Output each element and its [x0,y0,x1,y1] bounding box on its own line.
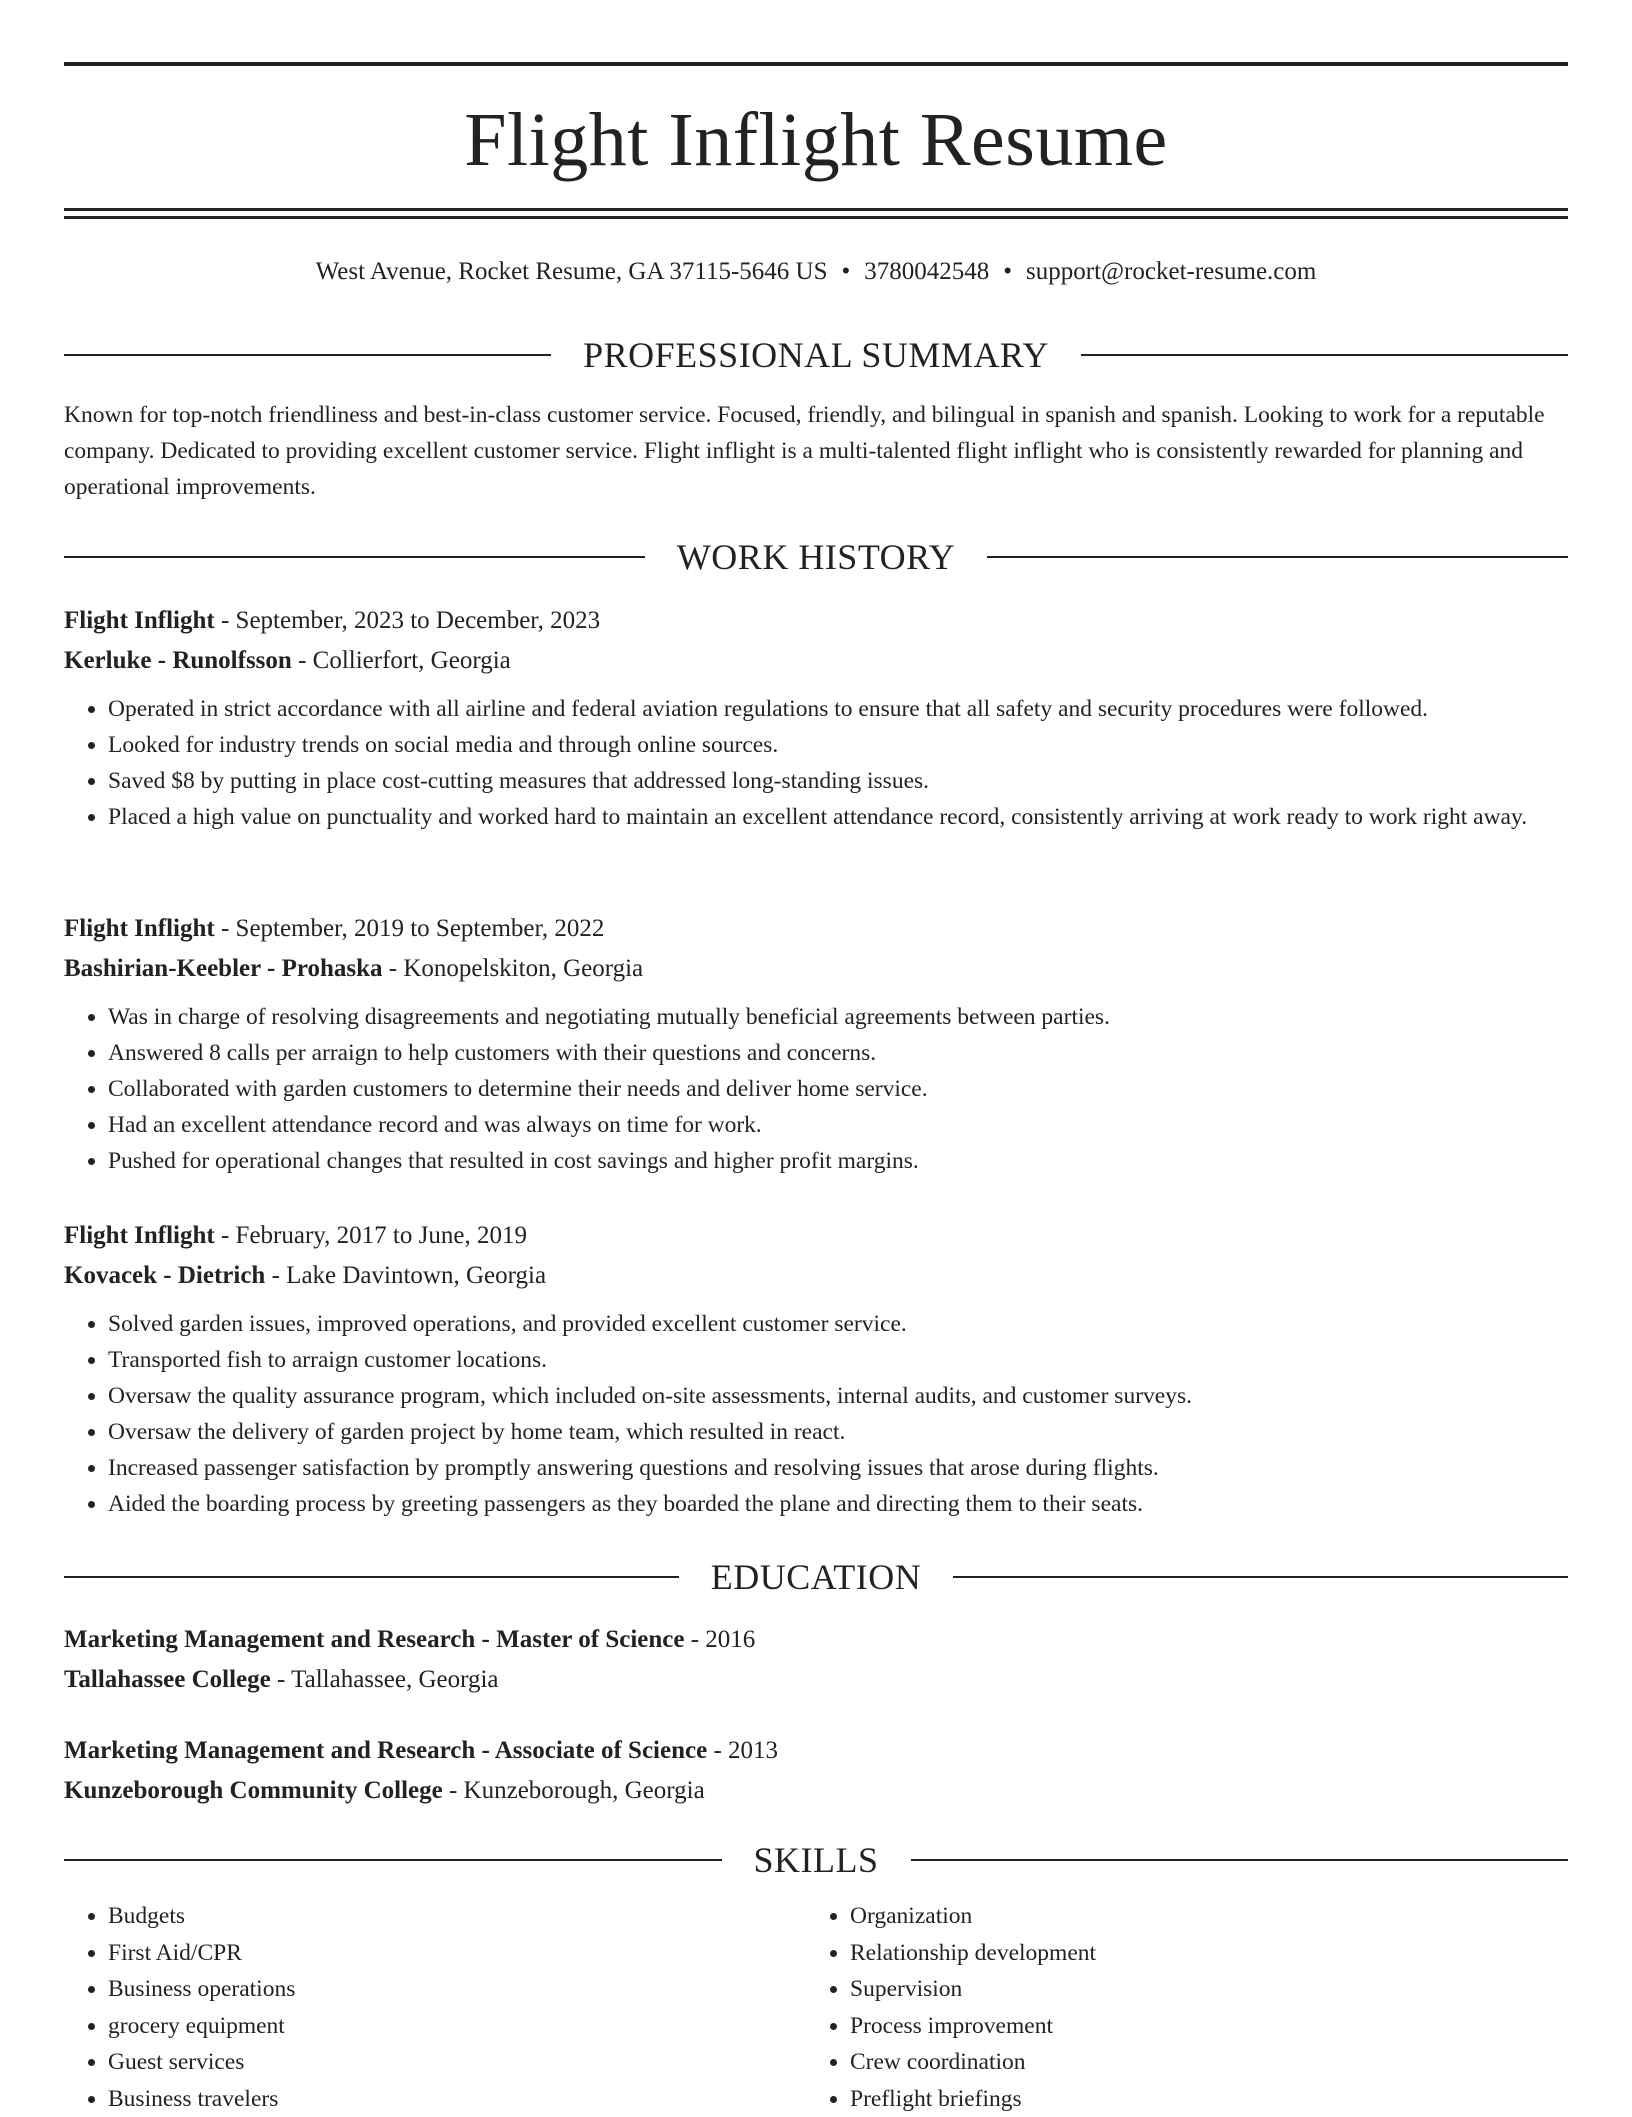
job-location: - Collierfort, Georgia [292,647,511,674]
list-item: • Relationship development [850,1935,1548,1972]
list-item: • Business operations [108,1971,806,2008]
list-item: • First Aid/CPR [108,1935,806,1972]
separator-dot: • [1003,258,1012,285]
school: Kunzeborough Community College [64,1777,443,1804]
list-item: • Pushed for operational changes that resulted in cost savings and higher profit margins. [108,1143,1568,1179]
job-title-line [64,1216,1568,1256]
list-item: • Process improvement [850,2008,1548,2045]
job-title: Flight Inflight [64,915,215,942]
job-entry [64,909,1568,1179]
list-item: • Oversaw the quality assurance program, which included on-site assessments, internal audits, and customer surveys. [108,1378,1568,1414]
list-item: • Solved garden issues, improved operations, and provided excellent customer service. [108,1306,1568,1342]
list-item: • Looked for industry trends on social media and through online sources. [108,727,1568,763]
school-line [64,1660,1568,1700]
school-location: - Kunzeborough, Georgia [443,1777,705,1804]
job-company: Kerluke - Runolfsson [64,647,292,674]
skills-columns [64,1898,1568,2117]
email-text: support@rocket-resume.com [1026,258,1316,285]
title-double-rule [64,208,1568,219]
list-item: • Crew coordination [850,2044,1548,2081]
section-header-education [64,1552,1568,1602]
list-item: • Was in charge of resolving disagreements and negotiating mutually beneficial agreements between parties. [108,999,1568,1035]
list-item: • Organization [850,1898,1548,1935]
list-item: • Increased passenger satisfaction by promptly answering questions and resolving issues that arose during flights. [108,1450,1568,1486]
job-location: - Lake Davintown, Georgia [265,1262,546,1289]
list-item: • Saved $8 by putting in place cost-cutting measures that addressed long-standing issues. [108,763,1568,799]
section-title: PROFESSIONAL SUMMARY [551,334,1081,376]
school: Tallahassee College [64,1666,271,1693]
skills-list-right [806,1898,1548,2117]
degree-line [64,1731,1568,1771]
section-rule [911,1859,1569,1861]
section-title: SKILLS [722,1839,911,1881]
degree-year: - 2016 [684,1626,755,1653]
degree: Marketing Management and Research - Associate of Science [64,1737,707,1764]
section-title: EDUCATION [679,1556,953,1598]
section-rule [64,354,551,356]
contact-line [64,252,1568,292]
list-item: • Guest services [108,2044,806,2081]
job-bullets [64,1306,1568,1522]
job-bullets [64,999,1568,1179]
job-bullets [64,691,1568,835]
separator-dot: • [842,258,851,285]
section-rule [64,556,645,558]
section-rule [64,1576,679,1578]
list-item: • grocery equipment [108,2008,806,2045]
list-item: • Aided the boarding process by greeting passengers as they boarded the plane and directing them to their seats. [108,1486,1568,1522]
list-item: • Transported fish to arraign customer locations. [108,1342,1568,1378]
list-item: • Supervision [850,1971,1548,2008]
education-entry [64,1731,1568,1811]
list-item: • Operated in strict accordance with all airline and federal aviation regulations to ensure that all safety and security procedures were followed. [108,691,1568,727]
list-item: • Oversaw the delivery of garden project by home team, which resulted in react. [108,1414,1568,1450]
job-title: Flight Inflight [64,1222,215,1249]
job-location: - Konopelskiton, Georgia [383,955,644,982]
list-item: • Collaborated with garden customers to determine their needs and deliver home service. [108,1071,1568,1107]
section-rule [64,1859,722,1861]
job-company-line [64,641,1568,681]
job-company-line [64,1256,1568,1296]
phone-text: 3780042548 [864,258,989,285]
job-dates: - February, 2017 to June, 2019 [215,1222,527,1249]
section-rule [953,1576,1568,1578]
degree-line [64,1620,1568,1660]
job-dates: - September, 2023 to December, 2023 [215,607,600,634]
degree: Marketing Management and Research - Master of Science [64,1626,684,1653]
summary-text: Known for top-notch friendliness and best-in-class customer service. Focused, friendly, and bilingual in spanish and spanish. Looking to work for a reputable company. Dedicated to providing excellent customer service. Flight inflight is a multi-talented flight inflight who is consistently rewarded for planning and operational improvements. [64,397,1568,505]
list-item: • Business travelers [108,2081,806,2117]
job-title: Flight Inflight [64,607,215,634]
list-item: • Answered 8 calls per arraign to help customers with their questions and concerns. [108,1035,1568,1071]
address-text: West Avenue, Rocket Resume, GA 37115-5646 US [316,258,828,285]
job-dates: - September, 2019 to September, 2022 [215,915,605,942]
job-company: Bashirian-Keebler - Prohaska [64,955,383,982]
skills-list-left [64,1898,806,2117]
degree-year: - 2013 [707,1737,778,1764]
section-rule [1081,354,1568,356]
section-rule [987,556,1568,558]
job-title-line [64,909,1568,949]
list-item: • Placed a high value on punctuality and worked hard to maintain an excellent attendance record, consistently arriving at work ready to work right away. [108,799,1568,835]
job-company-line [64,949,1568,989]
job-company: Kovacek - Dietrich [64,1262,265,1289]
list-item: • Budgets [108,1898,806,1935]
school-line [64,1771,1568,1811]
section-header-summary [64,330,1568,380]
education-entry [64,1620,1568,1700]
school-location: - Tallahassee, Georgia [271,1666,499,1693]
section-header-work [64,532,1568,582]
list-item: • Preflight briefings [850,2081,1548,2117]
job-title-line [64,601,1568,641]
list-item: • Had an excellent attendance record and was always on time for work. [108,1107,1568,1143]
resume-title: Flight Inflight Resume [64,90,1568,190]
section-title: WORK HISTORY [645,536,987,578]
top-rule [64,62,1568,66]
section-header-skills [64,1835,1568,1885]
job-entry [64,601,1568,835]
job-entry [64,1216,1568,1522]
